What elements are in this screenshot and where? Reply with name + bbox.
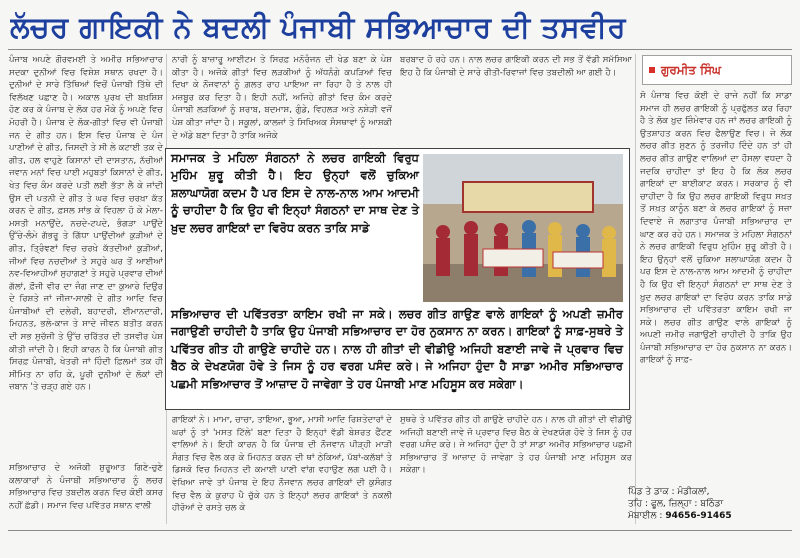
- column-1-bottom: [9, 462, 163, 526]
- column-1-top: [9, 54, 163, 458]
- byline-box: [642, 55, 792, 85]
- credit-phone-label: ਮੋਬਾਈਲ :: [628, 511, 663, 521]
- pull-quote-text-bottom: ਸਭਿਆਚਾਰ ਦੀ ਪਵਿੱਤਰਤਾ ਕਾਇਮ ਰਖੀ ਜਾ ਸਕੇ। ਲਚਰ ਗੀਤ ਗਾਉਣ ਵਾਲੇ ਗਾਇਕਾਂ ਨੂੰ ਅਪਣੀ ਜ਼ਮੀਰ ਜਗਾਉਣੀ ਚਾਹੀਦੀ ਹੈ ਤਾਕਿ ਉਹ ਪੰਜਾਬੀ ਸਭਿਆਚਾਰ ਦਾ ਹੋਰ ਨੁਕਸਾਨ ਨਾ ਕਰਨ। ਗਾਇਕਾਂ ਨੂੰ ਸਾਫ਼-ਸੁਥਰੇ ਤੇ ਪਵਿੱਤਰ ਗੀਤ ਹੀ ਗਾਉਣੇ ਚਾਹੀਦੇ ਹਨ। ਨਾਲ ਹੀ ਗੀਤਾਂ ਦੀ ਵੀਡੀਉ ਅਜਿਹੀ ਬਣਾਈ ਜਾਵੇ ਜੋ ਪ੍ਰਵਾਰ ਵਿਚ ਬੈਠ ਕੇ ਦੇਖਣਯੋਗ ਹੋਵੇ ਤੇ ਜਿਸ ਨੂੰ ਹਰ ਵਰਗ ਪਸੰਦ ਕਰੇ। ਜੇ ਅਜਿਹਾ ਹੁੰਦਾ ਹੈ ਸਾਡਾ ਅਮੀਰ ਸਭਿਆਚਾਰ ਪਛਮੀ ਸਭਿਆਚਾਰ ਤੋਂ ਆਜ਼ਾਦ ਹੋ ਜਾਵੇਗਾ ਤੇ ਹਰ ਪੰਜਾਬੀ ਮਾਣ ਮਹਿਸੂਸ ਕਰ ਸਕੇਗਾ।: [171, 307, 623, 391]
- column-2-bottom: [172, 414, 392, 526]
- bullet-icon: [649, 67, 655, 73]
- column-text: ਬਰਬਾਦ ਹੋ ਰਹੇ ਹਨ। ਨਾਲ ਲਚਰ ਗਾਇਕੀ ਕਰਨ ਦੀ ਸਭ ਤੋਂ ਵੱਡੀ ਸਮੱਸਿਆ ਇਹ ਹੈ ਕਿ ਪੰਜਾਬੀ ਦੇ ਸਾਰੇ ਰੀਤੀ-ਰਿਵਾਜਾਂ ਵਿਚ ਤਬਦੀਲੀ ਆ ਗਈ ਹੈ।: [400, 55, 632, 78]
- protest-photo: [423, 154, 623, 302]
- credit-address-1: ਪਿੰਡ ਤੇ ਡਾਕ : ਮੰਡੀਕਲਾਂ,: [628, 487, 710, 497]
- headline-rule: [8, 49, 792, 50]
- byline-author: ਗੁਰਮੀਤ ਸਿੰਘ: [661, 62, 721, 77]
- column-3-bottom: [400, 414, 632, 526]
- credit-phone-row: [628, 510, 793, 522]
- protest-photo-image: [423, 154, 623, 302]
- column-text: ਨਾਰੀ ਨੂੰ ਬਾਜ਼ਾਰੂ ਆਈਟਮ ਤੇ ਸਿਰਫ਼ ਮਨੋਰੰਜਨ ਦੀ ਖੇਡ ਬਣਾ ਕੇ ਪੇਸ਼ ਕੀਤਾ ਹੈ। ਅਜੋਕੇ ਗੀਤਾਂ ਵਿਚ ਲੜਕੀਆਂ ਨੂੰ ਅੱਧਨੰਗੇ ਕਪੜਿਆਂ ਵਿਚ ਦਿਖਾ ਕੇ ਨੌਜਵਾਨਾਂ ਨੂੰ ਗ਼ਲਤ ਰਾਹ ਪਾਇਆ ਜਾ ਰਿਹਾ ਹੈ ਤੇ ਨਾਲ ਹੀ ਮਜ਼ਬੂਰ ਕਰ ਦਿਤਾ ਹੈ। ਇਹੀ ਨਹੀਂ, ਅਜਿਹੇ ਗੀਤਾਂ ਵਿਚ ਕੰਮ ਕਰਦੇ ਪੰਜਾਬੀ ਲੜਕਿਆਂ ਨੂੰ ਸ਼ਰਾਬ, ਬਦਮਾਸ਼, ਗੁੰਡੇ, ਵਿਹਲੜ ਅਤੇ ਨਸ਼ੇੜੀ ਵਜੋਂ ਪੇਸ਼ ਕੀਤਾ ਜਾਂਦਾ ਹੈ। ਸਕੂਲਾਂ, ਕਾਲਜਾਂ ਤੇ ਸਿਖਿਅਕ ਸੰਸਥਾਵਾਂ ਨੂੰ ਆਸ਼ਕੀ ਦੇ ਅੱਡੇ ਬਣਾ ਦਿਤਾ ਹੈ ਤਾਕਿ ਅਜੋਕੇ: [172, 55, 392, 141]
- credit-address-2: ਤਹਿ : ਫੂਲ, ਜ਼ਿਲ੍ਹਾ : ਬਠਿੰਡਾ: [628, 499, 724, 509]
- column-divider: [635, 54, 636, 524]
- column-text: ਗਾਇਕਾਂ ਨੇ। ਮਾਮਾ, ਚਾਚਾ, ਤਾਇਆ, ਭੂਆ, ਮਾਸੀ ਆਦਿ ਰਿਸ਼ਤੇਦਾਰਾਂ ਦੇ ਘਰਾਂ ਨੂੰ ਤਾਂ 'ਮਸਤ ਟਿੱਲੇ' ਬਣਾ ਦਿਤਾ ਹੈ ਇਨ੍ਹਾਂ ਵੱਡੀ ਬੇਸ਼ਰਤ ਫੈਂਟਣ ਵਾਲਿਆਂ ਨੇ। ਇਹੀ ਕਾਰਨ ਹੈ ਕਿ ਪੰਜਾਬ ਦੀ ਨੌਜਵਾਨ ਪੀੜ੍ਹੀ ਮਾੜੀ ਸੰਗਤ ਵਿਚ ਵੈਲ ਕਰ ਕੇ ਮਿਹਨਤ ਕਰਨ ਦੀ ਥਾਂ ਠੇਕਿਆਂ, ਪੱਬਾਂ-ਕਲੱਬਾਂ ਤੇ ਡਿਸਕੋ ਵਿਚ ਮਿਹਨਤ ਦੀ ਕਮਾਈ ਪਾਣੀ ਵਾਂਗ ਵਹਾਉਣ ਲਗ ਪਈ ਹੈ। ਵੇਖਿਆ ਜਾਵੇ ਤਾਂ ਪੰਜਾਬ ਦੇ ਇਹ ਨੌਜਵਾਨ ਲਚਰ ਗਾਇਕਾਂ ਦੀ ਕੁਸੰਗਤ ਵਿਚ ਵੈਲ ਕੇ ਕੁਰਾਹ ਪੈ ਚੁੱਕੇ ਹਨ ਤੇ ਇਨ੍ਹਾਂ ਲਚਰ ਗਾਇਕਾਂ ਤੇ ਨਕਲੀ ਹੀਰੋਆਂ ਦੇ ਰਸਤੇ ਚਲ ਕੇ: [172, 415, 392, 514]
- pull-quote-box: [165, 148, 630, 410]
- column-text: ਸਭਿਆਚਾਰ ਦੇ ਅਜੋਕੀ ਸ਼ੁਰੂਆਤ ਗਿਣੇ-ਚੁਣੇ ਕਲਾਕਾਰਾਂ ਨੇ ਪੰਜਾਬੀ ਸਭਿਆਚਾਰ ਨੂੰ ਲਚਰ ਸਭਿਆਚਾਰ ਵਿਚ ਤਬਦੀਲ ਕਰਨ ਵਿਚ ਕੋਈ ਕਸਰ ਨਹੀਂ ਛੱਡੀ। ਸਮਾਜ ਵਿਚ ਪਵਿੱਤਰ ਸਥਾਨ ਵਾਲੀ: [9, 463, 163, 511]
- author-credit: [628, 486, 793, 522]
- column-4: [640, 90, 792, 482]
- headline: ਲੱਚਰ ਗਾਇਕੀ ਨੇ ਬਦਲੀ ਪੰਜਾਬੀ ਸਭਿਆਚਾਰ ਦੀ ਤਸਵੀਰ: [10, 10, 626, 44]
- column-text: ਸੁਥਰੇ ਤੇ ਪਵਿੱਤਰ ਗੀਤ ਹੀ ਗਾਉਣੇ ਚਾਹੀਦੇ ਹਨ। ਨਾਲ ਹੀ ਗੀਤਾਂ ਦੀ ਵੀਡੀਉ ਅਜਿਹੀ ਬਣਾਈ ਜਾਵੇ ਜੋ ਪ੍ਰਵਾਰ ਵਿਚ ਬੈਠ ਕੇ ਦੇਖਣਯੋਗ ਹੋਵੇ ਤੇ ਜਿਸ ਨੂੰ ਹਰ ਵਰਗ ਪਸੰਦ ਕਰੇ। ਜੇ ਅਜਿਹਾ ਹੁੰਦਾ ਹੈ ਤਾਂ ਸਾਡਾ ਅਮੀਰ ਸਭਿਆਚਾਰ ਪਛਮੀ ਸਭਿਆਚਾਰ ਤੋਂ ਆਜ਼ਾਦ ਹੋ ਜਾਵੇਗਾ ਤੇ ਹਰ ਪੰਜਾਬੀ ਮਾਣ ਮਹਿਸੂਸ ਕਰ ਸਕੇਗਾ।: [400, 415, 632, 476]
- column-2-top: [172, 54, 392, 144]
- footer-rule: [8, 530, 792, 531]
- pull-quote-text-top: ਸਮਾਜਕ ਤੇ ਮਹਿਲਾ ਸੰਗਠਨਾਂ ਨੇ ਲਚਰ ਗਾਇਕੀ ਵਿਰੁਧ ਮੁਹਿੰਮ ਸ਼ੁਰੂ ਕੀਤੀ ਹੈ। ਇਹ ਉਨ੍ਹਾਂ ਵਲੋਂ ਚੁਕਿਆ ਸ਼ਲਾਘਾਯੋਗ ਕਦਮ ਹੈ ਪਰ ਇਸ ਦੇ ਨਾਲ-ਨਾਲ ਆਮ ਆਦਮੀ ਨੂੰ ਚਾਹੀਦਾ ਹੈ ਕਿ ਉਹ ਵੀ ਇਨ੍ਹਾਂ ਸੰਗਠਨਾਂ ਦਾ ਸਾਥ ਦੇਣ ਤੇ ਖ਼ੁਦ ਲਚਰ ਗਾਇਕਾਂ ਦਾ ਵਿਰੋਧ ਕਰਨ ਤਾਕਿ ਸਾਡੇ: [171, 151, 419, 235]
- column-text: ਪੰਜਾਬ ਅਪਣੇ ਗੌਰਵਮਈ ਤੇ ਅਮੀਰ ਸਭਿਆਚਾਰ ਸਦਕਾ ਦੁਨੀਆਂ ਵਿਚ ਵਿਸ਼ੇਸ਼ ਸਥਾਨ ਰਖਦਾ ਹੈ। ਦੁਨੀਆਂ ਦੇ ਸਾਰੇ ਤਿੱਥਿਆਂ ਵਿਚੋਂ ਪੰਜਾਬੀ ਤਿੱਥੇ ਦੀ ਵਿਲੱਖਣ ਪਛਾਣ ਹੈ। ਅਕਾਲ ਪੁਰਖ ਦੀ ਬਖ਼ਸ਼ਿਸ਼ ਹੋਣ ਕਰ ਕੇ ਪੰਜਾਬ ਦੇ ਲੋਕ ਹਰ ਮੌਕੇ ਨੂੰ ਅਪਣੇ ਵਿਚ ਮੋਹਰੀ ਹੈ। ਪੰਜਾਬ ਦੇ ਲੋਕ-ਗੀਤਾਂ ਵਿਚ ਵੀ ਪੰਜਾਬੀ ਜਨ ਦੇ ਗੀਤ ਹਨ। ਇਸ ਵਿਚ ਪੰਜਾਬ ਦੇ ਪੰਜ ਪਾਣੀਆਂ ਦੇ ਗੀਤ, ਜਿਸਦੀ ਤੇ ਸੀ ਲੇ ਕਟਾਈ ਤਕ ਦੇ ਗੀਤ, ਹਲ ਵਾਹੁਣੇ ਕਿਸਾਨਾਂ ਦੀ ਦਾਸਤਾਨ, ਨੱਚੀਆਂ ਜਵਾਨ ਮਨਾਂ ਵਿਚ ਪਾਈ ਮਹੁਬਤਾਂ ਕਿਸਾਨਾਂ ਦੇ ਗੀਤ, ਖੇਤ ਵਿਚ ਕੰਮ ਕਰਦੇ ਪਤੀ ਲਈ ਭੱਤਾ ਲੈ ਕੇ ਜਾਂਦੀ ਉਸ ਦੀ ਪਤਨੀ ਦੇ ਗੀਤ ਤੇ ਘਰ ਵਿਚ ਚਰਖ਼ਾ ਕੱਤ ਕਰਨ ਦੇ ਗੀਤ, ਫ਼ਸਲ ਸਾਂਭ ਕੇ ਵਿਹਲਾ ਹੋ ਕੇ ਮੇਲਾ-ਮਸਤੀ ਮਨਾਉਂਦੇ, ਨਚਦੇ-ਟਪਦੇ, ਭੰਗੜਾ ਪਾਉਂਦੇ ਉੱਚੇ-ਲੰਮੇ ਗੱਭਰੂ ਤੇ ਗਿੱਧਾ ਪਾਉਂਦੀਆਂ ਕੁੜੀਆਂ ਦੇ ਗੀਤ, ਤ੍ਰਿੰਞਣਾਂ ਵਿਚ ਚਰਖ਼ੇ ਕੱਤਦੀਆਂ ਕੁੜੀਆਂ, ਜੀਆਂ ਵਿਚ ਨਚਦੀਆਂ ਤੇ ਸਹੁਰੇ ਘਰ ਤੋਂ ਆਈਆਂ ਨਵ-ਵਿਆਹੀਆਂ ਸੁਹਾਗਣਾਂ ਤੇ ਸਹੁਰੇ ਪ੍ਰਵਾਰ ਦੀਆਂ ਗੱਲਾਂ, ਫ਼ੌਜੀ ਵੀਰ ਦਾ ਜੰਗ ਜਾਣ ਦਾ ਕੁਆਰੇ ਦਿਉਰ ਦੇ ਰਿਸ਼ਤੇ ਜਾਂ ਜੀਜਾ-ਸਾਲੀ ਦੇ ਗੀਤ ਆਦਿ ਵਿਚ ਪੰਜਾਬੀਆਂ ਦੀ ਦਲੇਰੀ, ਬਹਾਦਰੀ, ਈਮਾਨਦਾਰੀ, ਮਿਹਨਤ, ਭਲੇ-ਕਾਜ ਤੇ ਸਾਦੇ ਜੀਵਨ ਬਤੀਤ ਕਰਨ ਦੀ ਸਭ ਸੁਚੱਜੀ ਤੇ ਉੱਚ ਚਰਿੱਤਰ ਦੀ ਤਸਵੀਰ ਪੇਸ਼ ਕੀਤੀ ਜਾਂਦੀ ਹੈ। ਇਹੀ ਕਾਰਨ ਹੈ ਕਿ ਪੰਜਾਬੀ ਗੀਤ ਸਿਰਫ਼ ਪੰਜਾਬੀ, ਖੇਤਰੀ ਜਾਂ ਹਿੰਦੀ ਫ਼ਿਲਮਾਂ ਤਕ ਹੀ ਸੀਮਿਤ ਨਾ ਰਹਿ ਕੇ, ਪੂਰੀ ਦੁਨੀਆਂ ਦੇ ਲੋਕਾਂ ਦੀ ਜ਼ਬਾਨ 'ਤੇ ਚੜ੍ਹ ਗਏ ਹਨ।: [9, 55, 163, 393]
- column-3-top: [400, 54, 632, 144]
- credit-phone-number: 94656-91465: [665, 511, 732, 521]
- column-text: ਸੋ ਪੰਜਾਬ ਵਿਚ ਕੋਈ ਦੇ ਰਾਜੇ ਨਹੀਂ ਕਿ ਸਾਡਾ ਸਮਾਜ ਹੀ ਲਚਰ ਗਾਇਕੀ ਨੂੰ ਪ੍ਰਫੁੱਲਤ ਕਰ ਰਿਹਾ ਹੈ ਤੇ ਲੋਕ ਖ਼ੁਦ ਜ਼ਿੰਮੇਵਾਰ ਹਨ ਜਾਂ ਲਚਰ ਗਾਇਕੀ ਨੂੰ ਉਤਸ਼ਾਹਤ ਕਰਨ ਵਿਚ ਫੈਲਾਉਣ ਵਿਚ। ਜੇ ਲੋਕ ਲਚਰ ਗੀਤ ਸੁਣਨ ਨੂੰ ਤਰਜੀਹ ਦਿੰਦੇ ਹਨ ਤਾਂ ਹੀ ਲਚਰ ਗੀਤ ਗਾਉਣ ਵਾਲਿਆਂ ਦਾ ਹੌਸਲਾ ਵਧਦਾ ਹੈ ਜਦਕਿ ਚਾਹੀਦਾ ਤਾਂ ਇਹ ਹੈ ਕਿ ਲੋਕ ਲਚਰ ਗਾਇਕਾਂ ਦਾ ਬਾਈਕਾਟ ਕਰਨ। ਸਰਕਾਰ ਨੂੰ ਵੀ ਚਾਹੀਦਾ ਹੈ ਕਿ ਉਹ ਲਚਰ ਗਾਇਕੀ ਵਿਰੁਧ ਸਖ਼ਤ ਤੋਂ ਸਖ਼ਤ ਕਾਨੂੰਨ ਬਣਾ ਕੇ ਲਚਰ ਗਾਇਕਾਂ ਨੂੰ ਸਜ਼ਾ ਦਿਵਾਏ ਜੋ ਲਗਾਤਾਰ ਪੰਜਾਬੀ ਸਭਿਆਚਾਰ ਦਾ ਘਾਣ ਕਰ ਰਹੇ ਹਨ। ਸਮਾਜਕ ਤੇ ਮਹਿਲਾ ਸੰਗਠਨਾਂ ਨੇ ਲਚਰ ਗਾਇਕੀ ਵਿਰੁਧ ਮੁਹਿੰਮ ਸ਼ੁਰੂ ਕੀਤੀ ਹੈ। ਇਹ ਉਨ੍ਹਾਂ ਵਲੋਂ ਚੁਕਿਆ ਸ਼ਲਾਘਾਯੋਗ ਕਦਮ ਹੈ ਪਰ ਇਸ ਦੇ ਨਾਲ-ਨਾਲ ਆਮ ਆਦਮੀ ਨੂੰ ਚਾਹੀਦਾ ਹੈ ਕਿ ਉਹ ਵੀ ਇਨ੍ਹਾਂ ਸੰਗਠਨਾਂ ਦਾ ਸਾਥ ਦੇਣ ਤੇ ਖ਼ੁਦ ਲਚਰ ਗਾਇਕਾਂ ਦਾ ਵਿਰੋਧ ਕਰਨ ਤਾਕਿ ਸਾਡੇ ਸਭਿਆਚਾਰ ਦੀ ਪਵਿੱਤਰਤਾ ਕਾਇਮ ਰਖੀ ਜਾ ਸਕੇ। ਲਚਰ ਗੀਤ ਗਾਉਣ ਵਾਲੇ ਗਾਇਕਾਂ ਨੂੰ ਅਪਣੀ ਜ਼ਮੀਰ ਜਗਾਉਣੀ ਚਾਹੀਦੀ ਹੈ ਤਾਕਿ ਉਹ ਪੰਜਾਬੀ ਸਭਿਆਚਾਰ ਦਾ ਹੋਰ ਨੁਕਸਾਨ ਨਾ ਕਰਨ। ਗਾਇਕਾਂ ਨੂੰ ਸਾਫ਼-: [640, 91, 792, 366]
